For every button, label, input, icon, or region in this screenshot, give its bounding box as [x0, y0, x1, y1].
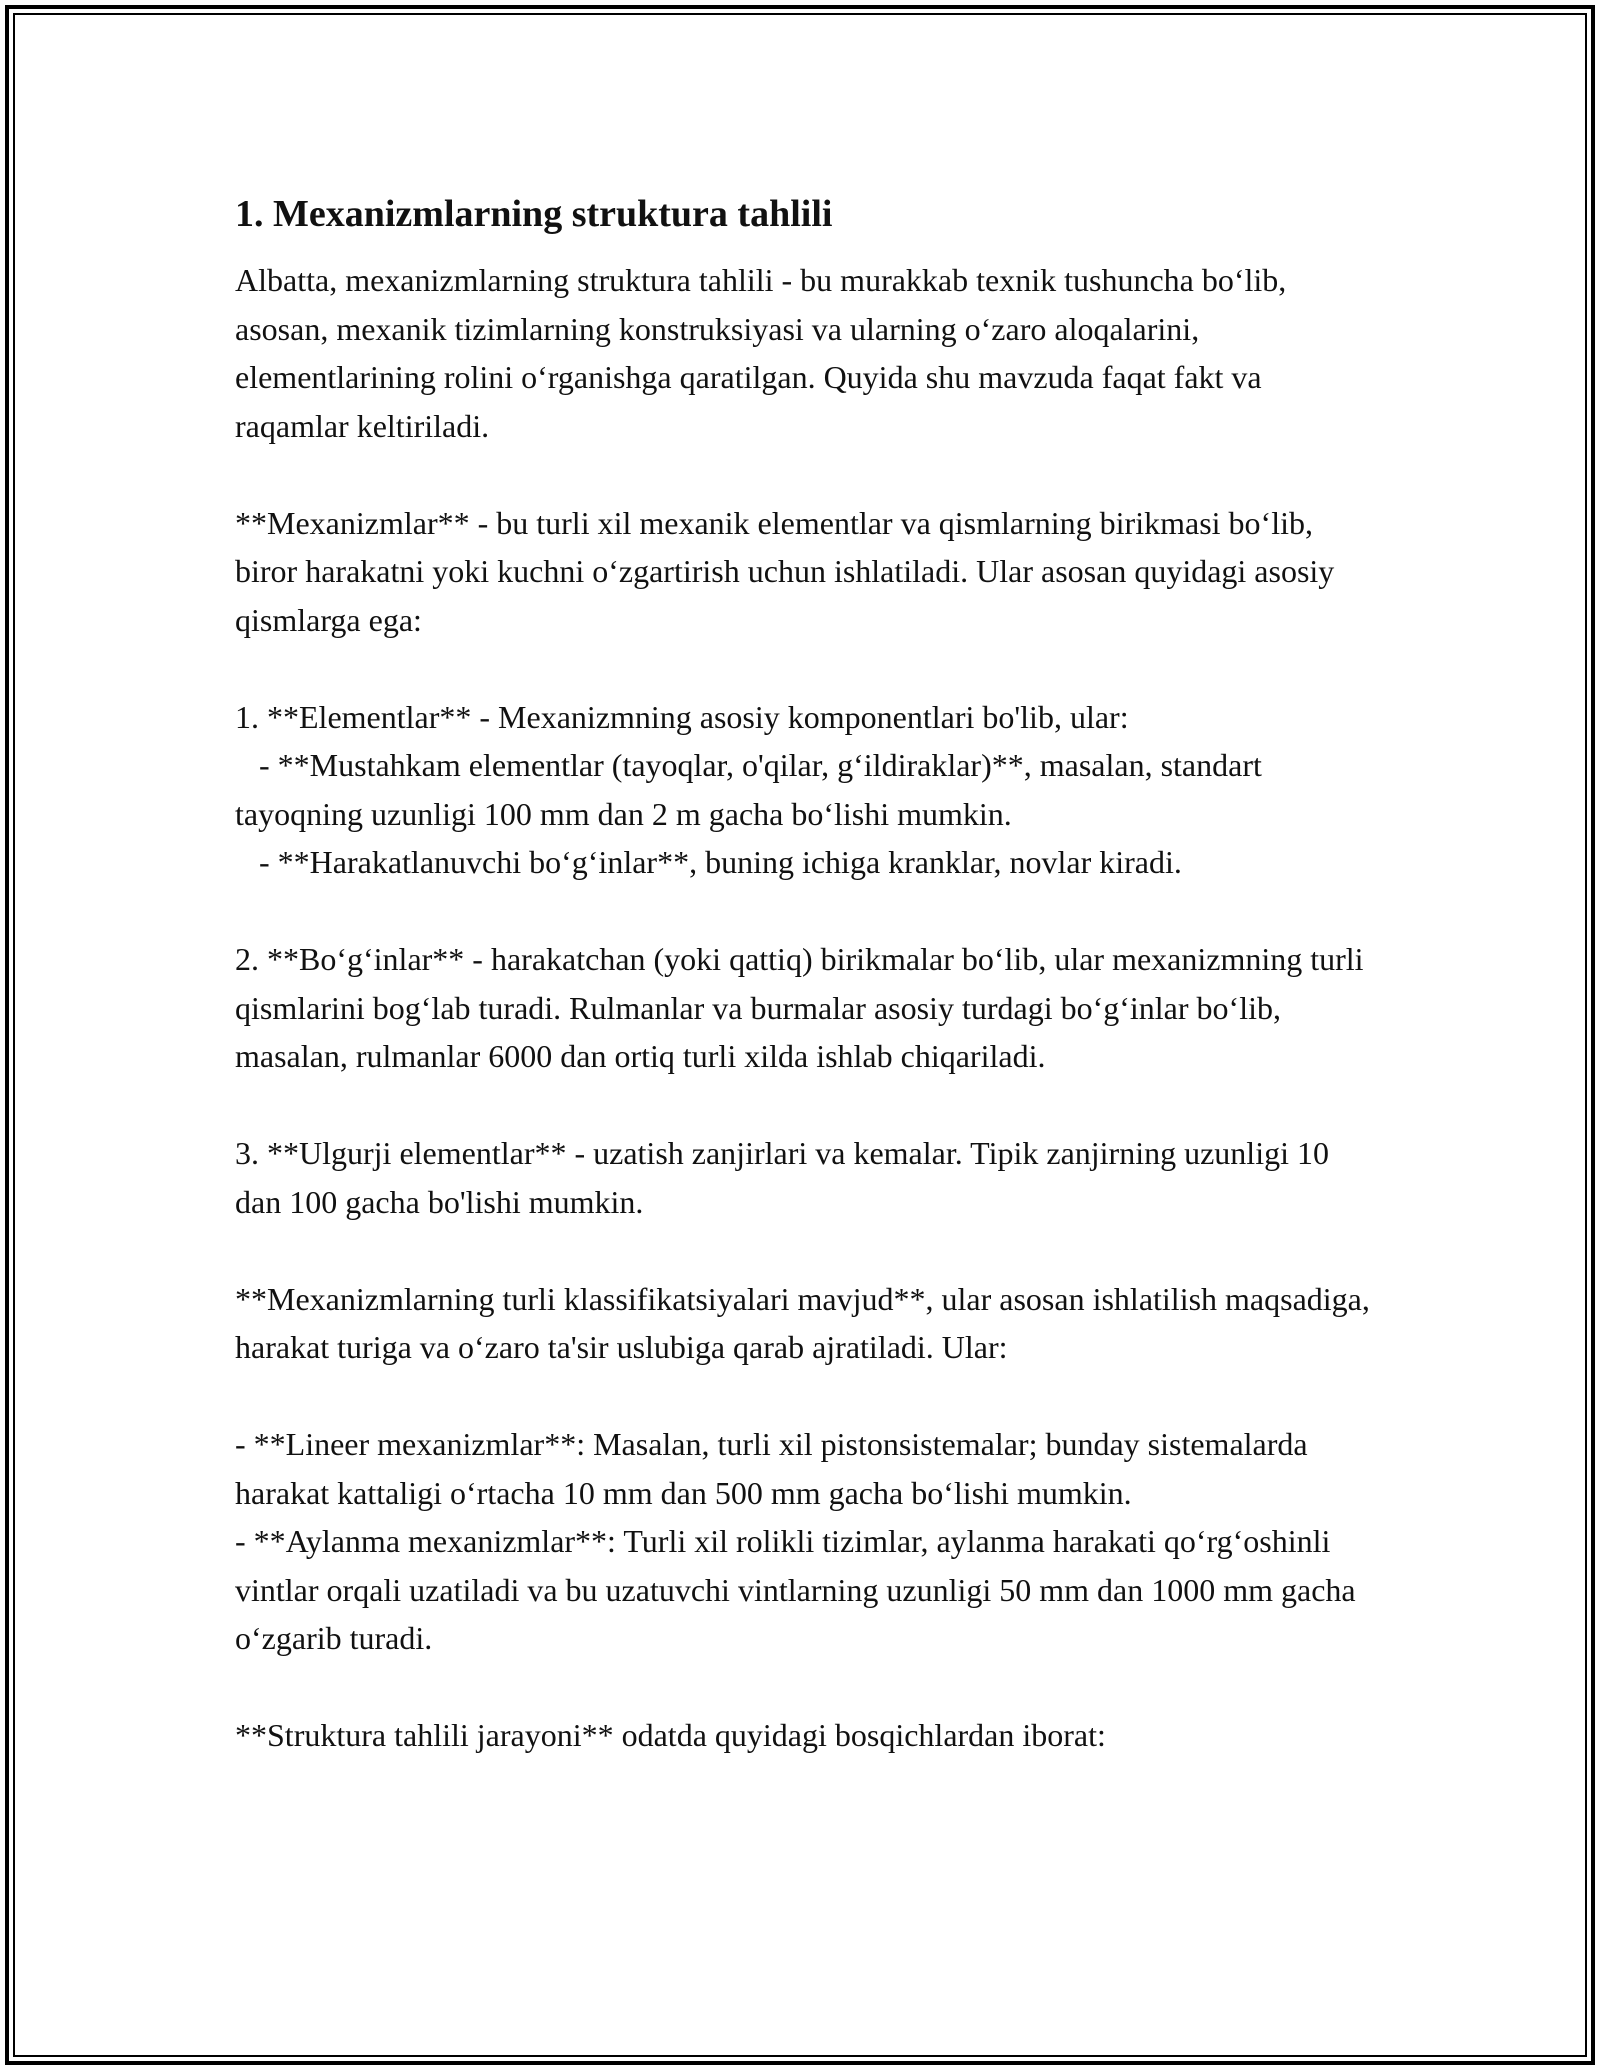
- paragraph-elements: 1. **Elementlar** - Mexanizmning asosiy komponentlari bo'lib, ular: - **Mustahkam elementlar (tayoqlar, o'qilar, g‘ildiraklar)**, masalan, standart tayoqning uzunligi 100 mm dan 2 m gacha bo‘lishi mumkin. - **Harakatlanuvchi bo‘g‘inlar**, buning ichiga kranklar, novlar kiradi.: [235, 698, 1262, 880]
- paragraph-classifications: **Mexanizmlarning turli klassifikatsiyalari mavjud**, ular asosan ishlatilish maqsadiga, harakat turiga va o‘zaro ta'sir uslubiga qarab ajratiladi. Ular:: [235, 1280, 1378, 1365]
- page-title: 1. Mexanizmlarning struktura tahlili: [235, 193, 833, 235]
- paragraph-mechanism-types: - **Lineer mexanizmlar**: Masalan, turli xil pistonsistemalar; bunday sistemalarda harakat kattaligi o‘rtacha 10 mm dan 500 mm gacha bo‘lishi mumkin. - **Aylanma mexanizmlar**: Turli xil rolikli tizimlar, aylanma harakati qo‘rg‘oshinli vintlar orqali uzatiladi va bu uzatuvchi vintlarning uzunligi 50 mm dan 1000 mm gacha o‘zgarib turadi.: [235, 1426, 1356, 1656]
- paragraph-transmission-elements: 3. **Ulgurji elementlar** - uzatish zanjirlari va kemalar. Tipik zanjirning uzunligi 10 dan 100 gacha bo'lishi mumkin.: [235, 1135, 1337, 1220]
- document-page: [235, 186, 1378, 1760]
- paragraph-intro: Albatta, mexanizmlarning struktura tahlili - bu murakkab texnik tushuncha bo‘lib, asosan, mexanik tizimlarning konstruksiyasi va ularning o‘zaro aloqalarini, elementlarining rolini o‘rganishga qaratilgan. Quyida shu mavzuda faqat fakt va raqamlar keltiriladi.: [235, 262, 1295, 444]
- paragraph-analysis-process: **Struktura tahlili jarayoni** odatda quyidagi bosqichlardan iborat:: [235, 1717, 1106, 1753]
- paragraph-mechanisms-definition: **Mexanizmlar** - bu turli xil mexanik elementlar va qismlarning birikmasi bo‘lib, biror harakatni yoki kuchni o‘zgartirish uchun ishlatiladi. Ular asosan quyidagi asosiy qismlarga ega:: [235, 504, 1343, 638]
- paragraph-joints: 2. **Bo‘g‘inlar** - harakatchan (yoki qattiq) birikmalar bo‘lib, ular mexanizmning turli qismlarini bog‘lab turadi. Rulmanlar va burmalar asosiy turdagi bo‘g‘inlar bo‘lib, masalan, rulmanlar 6000 dan ortiq turli xilda ishlab chiqariladi.: [235, 941, 1372, 1074]
